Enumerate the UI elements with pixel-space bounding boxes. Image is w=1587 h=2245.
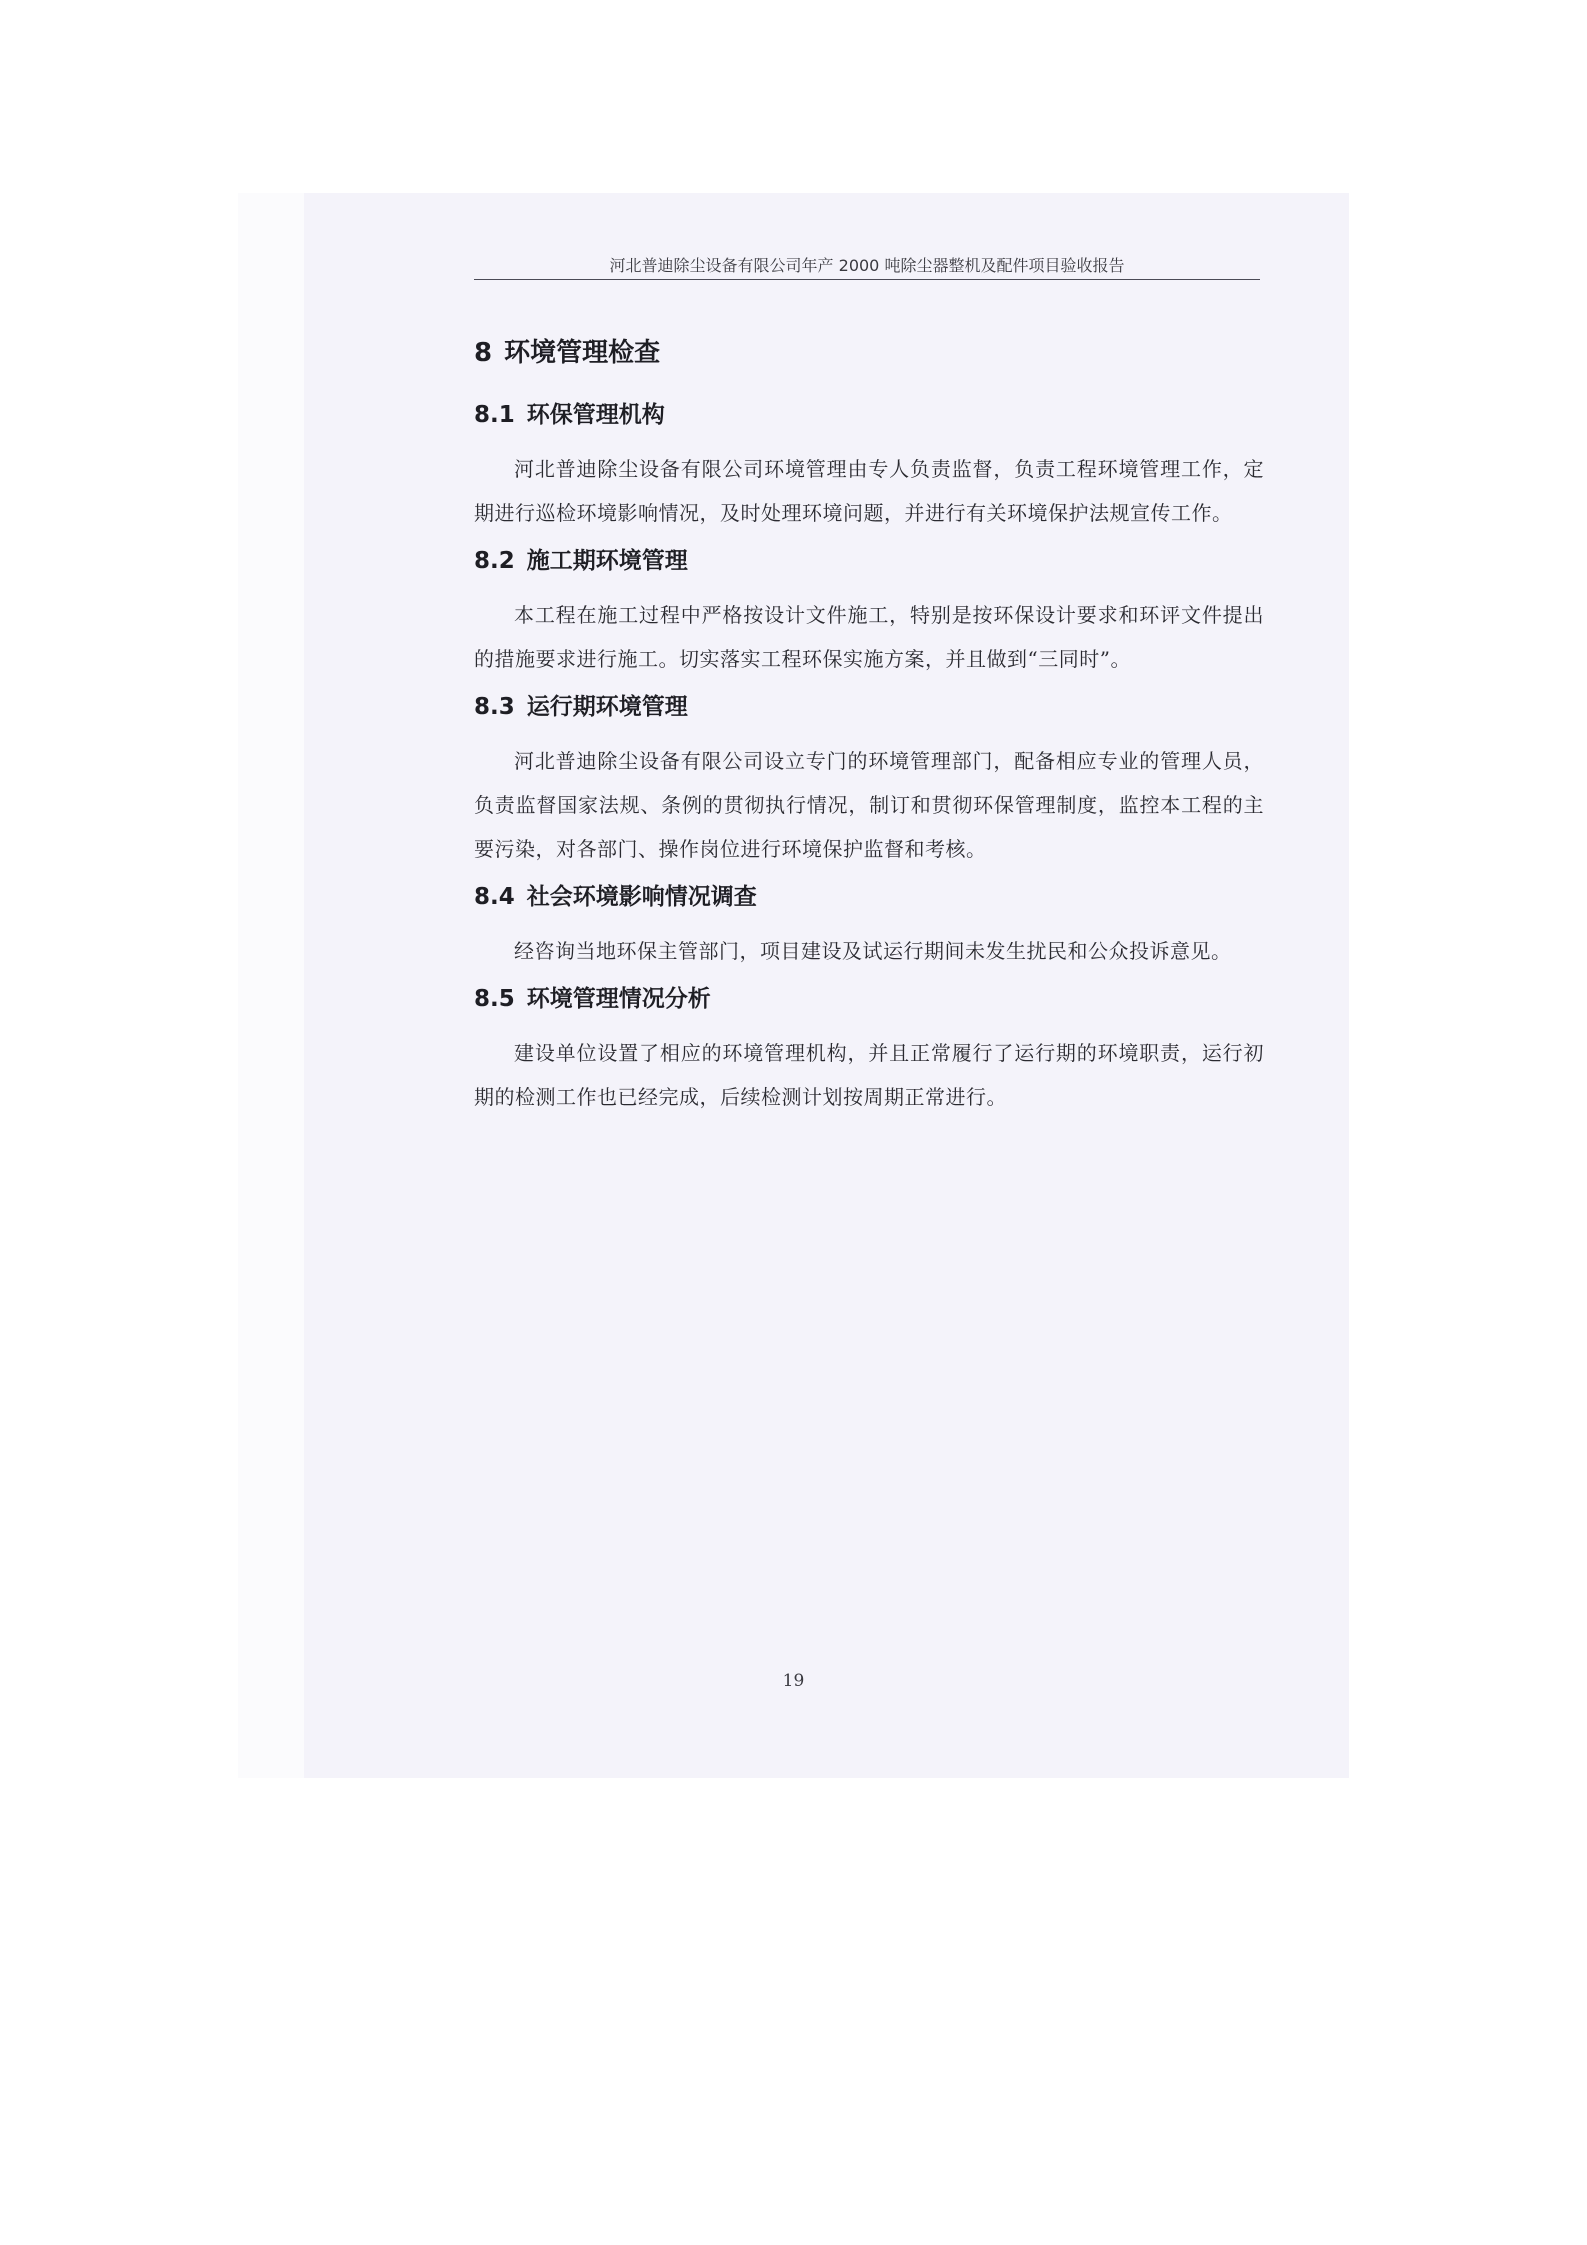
subsection-title: 社会环境影响情况调查 <box>526 884 757 910</box>
subsection-heading-8-1 <box>474 397 1264 433</box>
page-content <box>474 333 1264 1127</box>
subsection-title: 运行期环境管理 <box>526 694 688 720</box>
subsection-title: 环保管理机构 <box>526 402 665 428</box>
subsection-number: 8.2 <box>474 548 515 574</box>
subsection-paragraph-8-2: 本工程在施工过程中严格按设计文件施工，特别是按环保设计要求和环评文件提出的措施要求进行施工。切实落实工程环保实施方案，并且做到“三同时”。 <box>474 603 1264 671</box>
subsection-heading-8-5 <box>474 981 1264 1017</box>
subsection-paragraph-8-1: 河北普迪除尘设备有限公司环境管理由专人负责监督，负责工程环境管理工作，定期进行巡检环境影响情况，及时处理环境问题，并进行有关环境保护法规宣传工作。 <box>474 457 1264 525</box>
scanned-page <box>238 193 1349 1778</box>
section-number: 8 <box>474 338 493 368</box>
subsection-heading-8-2 <box>474 543 1264 579</box>
subsection-title: 环境管理情况分析 <box>526 986 711 1012</box>
subsection-paragraph-8-5: 建设单位设置了相应的环境管理机构，并且正常履行了运行期的环境职责，运行初期的检测工作也已经完成，后续检测计划按周期正常进行。 <box>474 1041 1264 1109</box>
subsection-heading-8-4 <box>474 879 1264 915</box>
section-heading <box>474 333 1264 373</box>
subsection-number: 8.4 <box>474 884 515 910</box>
subsection-title: 施工期环境管理 <box>526 548 688 574</box>
subsection-heading-8-3 <box>474 689 1264 725</box>
section-title: 环境管理检查 <box>504 338 661 368</box>
subsection-paragraph-8-4: 经咨询当地环保主管部门，项目建设及试运行期间未发生扰民和公众投诉意见。 <box>514 939 1232 963</box>
scan-left-edge <box>238 193 304 1778</box>
header-rule <box>474 279 1260 280</box>
subsection-number: 8.3 <box>474 694 515 720</box>
subsection-paragraph-8-3: 河北普迪除尘设备有限公司设立专门的环境管理部门，配备相应专业的管理人员，负责监督国家法规、条例的贯彻执行情况，制订和贯彻环保管理制度，监控本工程的主要污染，对各部门、操作岗位进行环境保护监督和考核。 <box>474 749 1264 861</box>
running-header: 河北普迪除尘设备有限公司年产 2000 吨除尘器整机及配件项目验收报告 <box>609 256 1125 275</box>
subsection-number: 8.1 <box>474 402 515 428</box>
subsection-number: 8.5 <box>474 986 515 1012</box>
page-number: 19 <box>782 1671 805 1691</box>
